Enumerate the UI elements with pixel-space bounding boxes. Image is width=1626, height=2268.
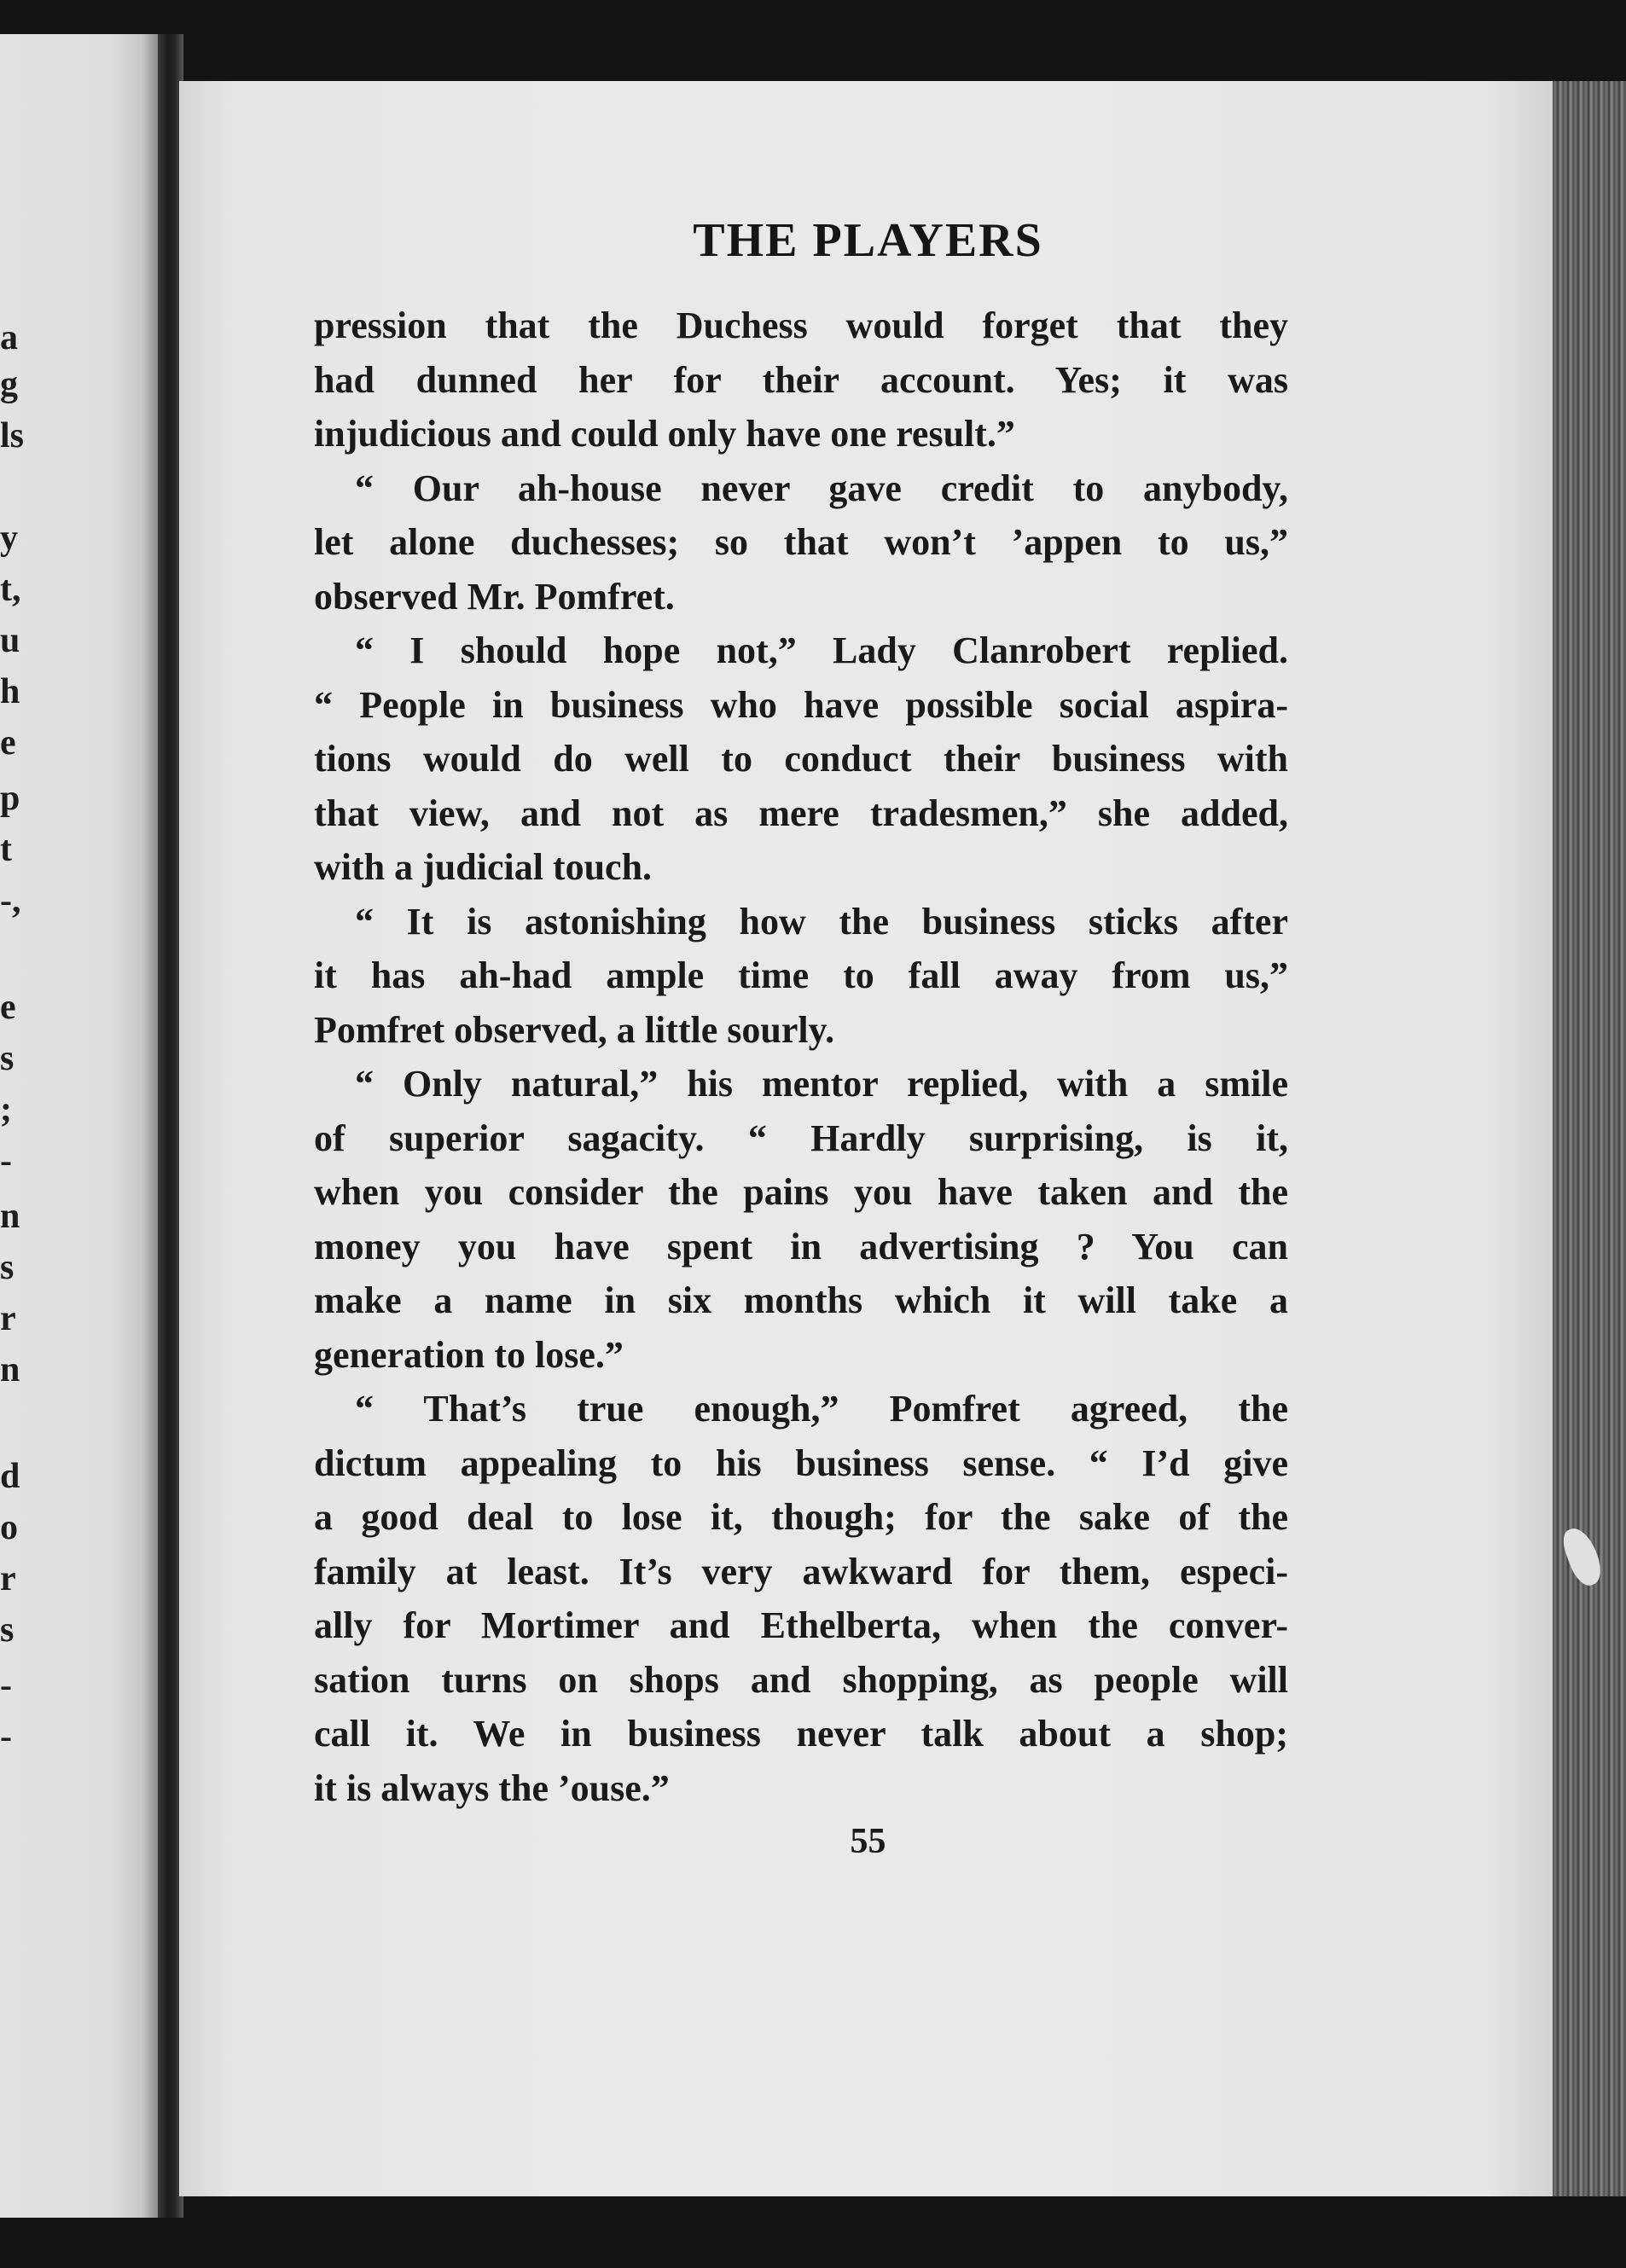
text-line: “ Only natural,” his mentor replied, with a smile xyxy=(355,1063,1288,1105)
text-line: make a name in six months which it will take a xyxy=(314,1279,1288,1321)
body-text xyxy=(314,299,1288,1815)
previous-page-fragment: h xyxy=(0,672,20,711)
text-line: that view, and not as mere tradesmen,” she added, xyxy=(314,792,1288,834)
text-line: “ That’s true enough,” Pomfret agreed, the xyxy=(355,1388,1288,1430)
text-line: sation turns on shops and shopping, as people will xyxy=(314,1658,1288,1701)
previous-page-fragment: u xyxy=(0,621,20,660)
previous-page-fragment: a xyxy=(0,318,18,357)
previous-page-fragment: e xyxy=(0,723,16,763)
previous-page-fragment: r xyxy=(0,1559,16,1598)
text-line: tions would do well to conduct their business with xyxy=(314,738,1288,780)
text-line: “ People in business who have possible social aspira- xyxy=(314,683,1288,726)
previous-page-fragment: s xyxy=(0,1039,15,1078)
text-line: Pomfret observed, a little sourly. xyxy=(314,1008,835,1051)
previous-page-fragment: n xyxy=(0,1197,20,1236)
page-number: 55 xyxy=(850,1822,886,1861)
previous-page-fragment: r xyxy=(0,1299,16,1338)
text-line: it is always the ’ouse.” xyxy=(314,1766,670,1809)
previous-page-fragment: y xyxy=(0,519,18,558)
text-line: dictum appealing to his business sense. “ I’d give xyxy=(314,1441,1288,1484)
text-line: family at least. It’s very awkward for them, especi- xyxy=(314,1550,1288,1592)
previous-page-fragment: p xyxy=(0,779,20,818)
text-line: “ I should hope not,” Lady Clanrobert replied. xyxy=(355,629,1288,671)
text-line: with a judicial touch. xyxy=(314,846,653,888)
text-line: let alone duchesses; so that won’t ’appen to us,” xyxy=(314,521,1288,563)
previous-page-fragment: - xyxy=(0,1666,12,1705)
text-line: “ Our ah-house never gave credit to anybody, xyxy=(355,467,1288,509)
text-line: a good deal to lose it, though; for the sake of the xyxy=(314,1496,1288,1538)
previous-page-fragment: ; xyxy=(0,1090,12,1129)
previous-page-fragment: t, xyxy=(0,570,21,609)
text-line: “ It is astonishing how the business sticks after xyxy=(355,900,1288,943)
previous-page-fragment: -, xyxy=(0,881,21,920)
previous-page-fragment: g xyxy=(0,365,18,404)
previous-page-fragment: t xyxy=(0,830,12,869)
text-line: it has ah-had ample time to fall away from us,” xyxy=(314,954,1288,996)
previous-page-fragment: - xyxy=(0,1141,12,1180)
text-line: observed Mr. Pomfret. xyxy=(314,575,675,618)
text-line: injudicious and could only have one result.” xyxy=(314,413,1015,455)
previous-page-fragment: e xyxy=(0,988,16,1027)
previous-page-fragment: o xyxy=(0,1508,18,1547)
previous-page-fragment: s xyxy=(0,1248,15,1287)
text-line: money you have spent in advertising ? You can xyxy=(314,1225,1288,1267)
previous-page-fragment: s xyxy=(0,1610,15,1650)
text-line: of superior sagacity. “ Hardly surprising, is it, xyxy=(314,1117,1288,1159)
running-head: THE PLAYERS xyxy=(693,214,1043,267)
previous-page-fragment: - xyxy=(0,1717,12,1756)
previous-page-fragment: n xyxy=(0,1350,20,1389)
text-line: pression that the Duchess would forget that they xyxy=(314,305,1288,346)
previous-page-fragment: d xyxy=(0,1457,20,1496)
text-line: generation to lose.” xyxy=(314,1333,624,1376)
text-line: ally for Mortimer and Ethelberta, when the conver- xyxy=(314,1604,1288,1646)
text-line: when you consider the pains you have taken and the xyxy=(314,1171,1288,1213)
page-fore-edge xyxy=(1553,81,1626,2196)
text-line: had dunned her for their account. Yes; it was xyxy=(314,358,1288,401)
text-line: call it. We in business never talk about a shop; xyxy=(314,1713,1288,1755)
previous-page-fragment: ls xyxy=(0,416,25,455)
